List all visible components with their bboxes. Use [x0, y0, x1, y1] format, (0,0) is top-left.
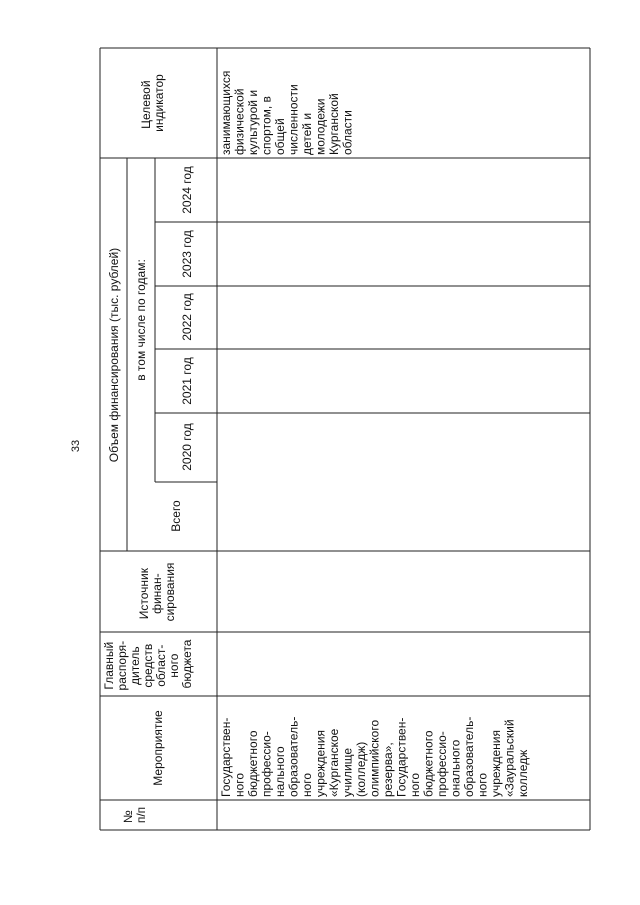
header-administrator: Главный распоря- дитель средств област- ного бюджета — [102, 639, 194, 691]
header-number: № п/п — [121, 806, 148, 824]
page-number: 33 — [70, 439, 82, 453]
header-event: Мероприятие — [151, 710, 165, 786]
header-target-indicator: Целевой индикатор — [139, 74, 166, 132]
header-year-2023: 2023 год — [180, 230, 194, 278]
row-event-text: Государствен- ного бюджетного профессио- нального образователь- ного учреждения «Курганское училище (колледж) олимпийского резерва», Государствен- ного бюджетного профессио- онального образователь- ного учреждения «Зауральский колледж — [219, 716, 530, 797]
header-funding-volume: Объем финансирования (тыс. рублей) — [107, 247, 121, 463]
row-indicator-text: занимающихся физической культурой и спортом, в общей численности детей и молодежи Курганской области — [219, 70, 355, 155]
header-total: Всего — [169, 500, 183, 532]
header-by-years: в том числе по годам: — [134, 259, 148, 381]
header-year-2021: 2021 год — [180, 357, 194, 405]
header-year-2024: 2024 год — [180, 166, 194, 214]
header-year-2020: 2020 год — [180, 423, 194, 471]
header-source: Источник финан- сирования — [137, 562, 177, 622]
header-year-2022: 2022 год — [180, 293, 194, 341]
